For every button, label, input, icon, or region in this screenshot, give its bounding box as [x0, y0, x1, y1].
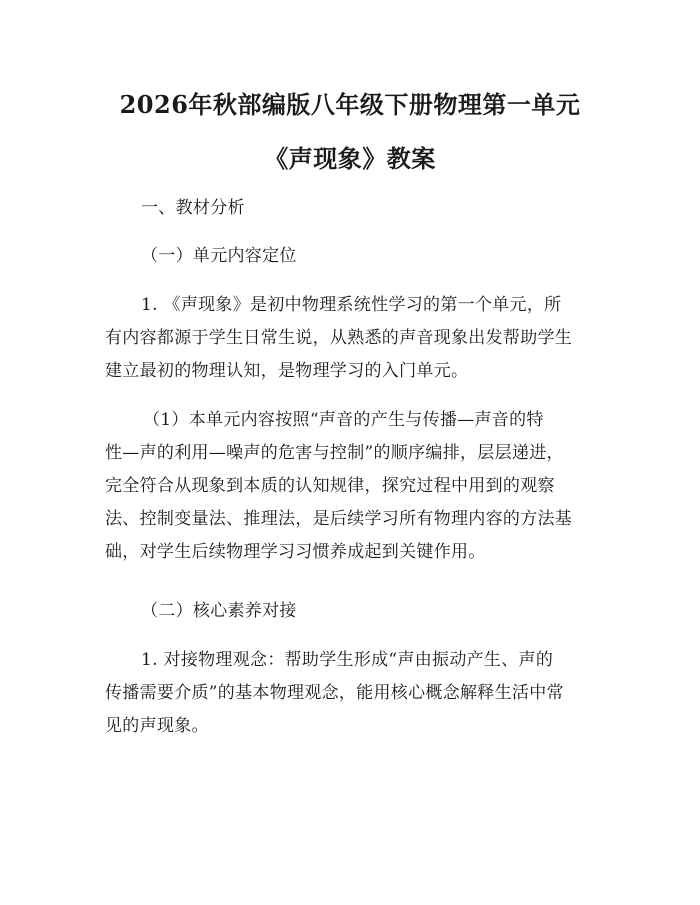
paragraph-2-line-4: 法、控制变量法、推理法，是后续学习所有物理内容的方法基 — [105, 509, 573, 529]
paragraph-1-line-2: 有内容都源于学生日常生说，从熟悉的声音现象出发帮助学生 — [105, 328, 573, 348]
subsection-heading-unit-positioning: （一）单元内容定位 — [141, 246, 297, 266]
paragraph-2-line-2: 性—声的利用—噪声的危害与控制”的顺序编排，层层递进， — [105, 443, 564, 463]
paragraph-2-line-5: 础，对学生后续物理学习习惯养成起到关键作用。 — [105, 542, 486, 562]
paragraph-3-line-2: 传播需要介质”的基本物理观念，能用核心概念解释生活中常 — [105, 683, 564, 703]
section-heading-textbook-analysis: 一、教材分析 — [141, 198, 245, 218]
paragraph-3-line-3: 见的声现象。 — [105, 716, 209, 736]
document-title-line-1: 2026年秋部编版八年级下册物理第一单元 — [119, 90, 581, 119]
paragraph-2-line-3: 完全符合从现象到本质的认知规律，探究过程中用到的观察 — [105, 476, 555, 496]
document-title-line-2: 《声现象》教案 — [264, 144, 436, 173]
subsection-heading-core-literacy: （二）核心素养对接 — [141, 601, 297, 621]
paragraph-1-line-1: 1. 《声现象》是初中物理系统性学习的第一个单元，所 — [141, 295, 562, 315]
paragraph-2-line-1: （1）本单元内容按照“声音的产生与传播—声音的特 — [143, 410, 544, 430]
paragraph-1-line-3: 建立最初的物理认知，是物理学习的入门单元。 — [105, 361, 469, 381]
paragraph-3-line-1: 1. 对接物理观念：帮助学生形成“声由振动产生、声的 — [141, 650, 554, 670]
